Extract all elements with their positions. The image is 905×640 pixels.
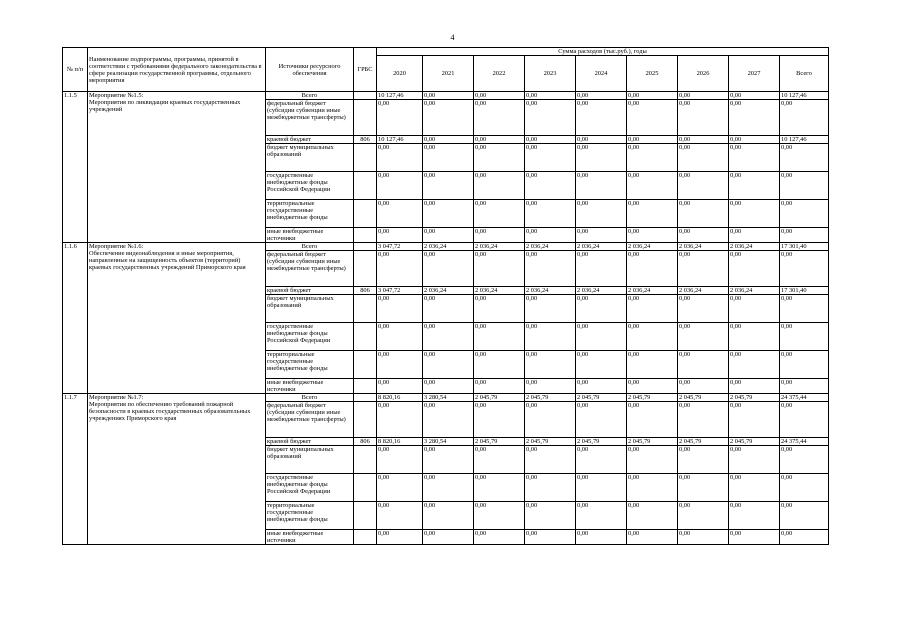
amount-cell: 3 280,54 <box>423 394 474 402</box>
amount-cell: 0,00 <box>780 295 829 323</box>
amount-cell: 0,00 <box>678 323 729 351</box>
header-row-top <box>63 48 829 56</box>
amount-cell: 0,00 <box>678 100 729 136</box>
header-year: 2022 <box>474 56 525 92</box>
amount-cell: 17 301,40 <box>780 243 829 251</box>
amount-cell: 0,00 <box>474 474 525 502</box>
amount-cell: 2 045,79 <box>627 394 678 402</box>
amount-cell: 0,00 <box>525 92 576 100</box>
amount-cell: 0,00 <box>627 228 678 243</box>
measure-text: Обеспечение видеонаблюдения и иные мероприятия, направленные на защищенность объектов (территорий) краевых государственных учреждений Приморского края <box>89 250 246 271</box>
amount-cell: 0,00 <box>474 402 525 438</box>
amount-cell: 0,00 <box>780 379 829 394</box>
amount-cell: 0,00 <box>423 295 474 323</box>
amount-cell: 2 045,79 <box>525 438 576 446</box>
amount-cell: 0,00 <box>474 172 525 200</box>
amount-cell: 0,00 <box>678 502 729 530</box>
amount-cell: 0,00 <box>627 295 678 323</box>
amount-cell: 0,00 <box>780 228 829 243</box>
amount-cell: 2 045,79 <box>576 394 627 402</box>
amount-cell: 0,00 <box>678 172 729 200</box>
amount-cell: 0,00 <box>423 228 474 243</box>
amount-cell: 0,00 <box>729 172 780 200</box>
amount-cell: 3 047,72 <box>377 243 423 251</box>
amount-cell: 2 045,79 <box>729 394 780 402</box>
amount-cell: 0,00 <box>780 172 829 200</box>
amount-cell: 0,00 <box>627 251 678 287</box>
grbs-code <box>354 446 377 474</box>
amount-cell: 0,00 <box>729 351 780 379</box>
amount-cell: 0,00 <box>729 323 780 351</box>
funding-source: государственные внебюджетные фонды Российской Федерации <box>266 323 354 351</box>
amount-cell: 0,00 <box>377 351 423 379</box>
amount-cell: 0,00 <box>729 530 780 545</box>
funding-source: территориальные государственные внебюджетные фонды <box>266 502 354 530</box>
header-sum-title: Сумма расходов (тыс.руб.), годы <box>377 48 829 56</box>
header-year: Всего <box>780 56 829 92</box>
amount-cell: 0,00 <box>576 474 627 502</box>
amount-cell: 0,00 <box>525 172 576 200</box>
header-grbs: ГРБС <box>354 48 377 92</box>
amount-cell: 0,00 <box>576 402 627 438</box>
amount-cell: 0,00 <box>729 92 780 100</box>
header-year: 2025 <box>627 56 678 92</box>
amount-cell: 0,00 <box>780 351 829 379</box>
amount-cell: 3 280,54 <box>423 438 474 446</box>
amount-cell: 0,00 <box>377 295 423 323</box>
amount-cell: 0,00 <box>678 295 729 323</box>
amount-cell: 0,00 <box>627 474 678 502</box>
amount-cell: 8 820,16 <box>377 394 423 402</box>
header-year: 2020 <box>377 56 423 92</box>
grbs-code <box>354 144 377 172</box>
funding-source: краевой бюджет <box>266 287 354 295</box>
amount-cell: 10 127,46 <box>780 136 829 144</box>
amount-cell: 0,00 <box>627 323 678 351</box>
amount-cell: 0,00 <box>423 172 474 200</box>
amount-cell: 2 045,79 <box>474 438 525 446</box>
measure-number: 1.1.6 <box>63 243 88 394</box>
amount-cell: 0,00 <box>780 100 829 136</box>
amount-cell: 10 127,46 <box>377 92 423 100</box>
amount-cell: 0,00 <box>627 172 678 200</box>
amount-cell: 24 375,44 <box>780 438 829 446</box>
amount-cell: 0,00 <box>474 144 525 172</box>
grbs-code <box>354 394 377 402</box>
amount-cell: 0,00 <box>377 402 423 438</box>
funding-source: федеральный бюджет (субсидии субвенции иные межбюджетные трансферты) <box>266 251 354 287</box>
amount-cell: 0,00 <box>678 144 729 172</box>
amount-cell: 0,00 <box>729 474 780 502</box>
amount-cell: 0,00 <box>780 502 829 530</box>
amount-cell: 0,00 <box>678 402 729 438</box>
amount-cell: 0,00 <box>780 402 829 438</box>
amount-cell: 0,00 <box>576 351 627 379</box>
amount-cell: 0,00 <box>474 136 525 144</box>
measure-title: Мероприятие №1.5: <box>89 92 144 99</box>
grbs-code <box>354 474 377 502</box>
amount-cell: 0,00 <box>423 474 474 502</box>
grbs-code <box>354 228 377 243</box>
measure-description <box>88 92 266 243</box>
grbs-code: 806 <box>354 438 377 446</box>
amount-cell: 0,00 <box>678 474 729 502</box>
funding-source: Всего <box>266 92 354 100</box>
amount-cell: 0,00 <box>474 92 525 100</box>
funding-source: краевой бюджет <box>266 438 354 446</box>
amount-cell: 10 127,46 <box>780 92 829 100</box>
amount-cell: 0,00 <box>377 200 423 228</box>
table-row <box>63 92 829 100</box>
amount-cell: 0,00 <box>474 502 525 530</box>
amount-cell: 0,00 <box>576 144 627 172</box>
amount-cell: 0,00 <box>678 446 729 474</box>
measure-title: Мероприятие №1.6: <box>89 243 144 250</box>
amount-cell: 0,00 <box>576 323 627 351</box>
amount-cell: 3 047,72 <box>377 287 423 295</box>
amount-cell: 0,00 <box>576 200 627 228</box>
amount-cell: 2 036,24 <box>678 287 729 295</box>
amount-cell: 0,00 <box>627 379 678 394</box>
amount-cell: 0,00 <box>525 144 576 172</box>
amount-cell: 2 036,24 <box>525 287 576 295</box>
amount-cell: 0,00 <box>525 351 576 379</box>
amount-cell: 0,00 <box>729 446 780 474</box>
funding-source: бюджет муниципальных образований <box>266 295 354 323</box>
amount-cell: 0,00 <box>377 530 423 545</box>
amount-cell: 0,00 <box>474 200 525 228</box>
amount-cell: 0,00 <box>780 200 829 228</box>
amount-cell: 2 045,79 <box>678 438 729 446</box>
amount-cell: 0,00 <box>729 251 780 287</box>
amount-cell: 8 820,16 <box>377 438 423 446</box>
amount-cell: 0,00 <box>678 379 729 394</box>
amount-cell: 2 036,24 <box>729 287 780 295</box>
amount-cell: 0,00 <box>525 251 576 287</box>
amount-cell: 0,00 <box>525 474 576 502</box>
amount-cell: 0,00 <box>576 502 627 530</box>
funding-source: Всего <box>266 243 354 251</box>
grbs-code <box>354 92 377 100</box>
amount-cell: 0,00 <box>474 446 525 474</box>
measure-number: 1.1.7 <box>63 394 88 545</box>
funding-source: территориальные государственные внебюджетные фонды <box>266 351 354 379</box>
amount-cell: 0,00 <box>474 295 525 323</box>
amount-cell: 0,00 <box>780 251 829 287</box>
amount-cell: 0,00 <box>525 502 576 530</box>
header-year: 2026 <box>678 56 729 92</box>
amount-cell: 0,00 <box>474 379 525 394</box>
amount-cell: 0,00 <box>729 136 780 144</box>
amount-cell: 0,00 <box>780 144 829 172</box>
grbs-code: 806 <box>354 136 377 144</box>
amount-cell: 0,00 <box>627 144 678 172</box>
amount-cell: 2 045,79 <box>576 438 627 446</box>
amount-cell: 0,00 <box>627 100 678 136</box>
grbs-code <box>354 100 377 136</box>
amount-cell: 2 036,24 <box>729 243 780 251</box>
amount-cell: 0,00 <box>729 502 780 530</box>
amount-cell: 0,00 <box>525 136 576 144</box>
amount-cell: 0,00 <box>729 144 780 172</box>
amount-cell: 0,00 <box>678 251 729 287</box>
measure-number: 1.1.5 <box>63 92 88 243</box>
measure-text: Мероприятия по ликвидации краевых государственных учреждений <box>89 99 241 113</box>
funding-source: федеральный бюджет (субсидии субвенции иные межбюджетные трансферты) <box>266 402 354 438</box>
funding-source: федеральный бюджет (субсидии субвенции иные межбюджетные трансферты) <box>266 100 354 136</box>
amount-cell: 0,00 <box>525 100 576 136</box>
grbs-code <box>354 530 377 545</box>
amount-cell: 2 045,79 <box>678 394 729 402</box>
header-name: Наименование подпрограммы, программы, принятой в соответствии с требованиями федерального законодательства в сфере реализации государственной программы, отдельного мероприятия <box>88 48 266 92</box>
amount-cell: 0,00 <box>377 502 423 530</box>
amount-cell: 0,00 <box>627 200 678 228</box>
amount-cell: 24 375,44 <box>780 394 829 402</box>
amount-cell: 0,00 <box>474 251 525 287</box>
amount-cell: 0,00 <box>423 92 474 100</box>
amount-cell: 0,00 <box>729 200 780 228</box>
amount-cell: 0,00 <box>474 351 525 379</box>
amount-cell: 0,00 <box>576 92 627 100</box>
amount-cell: 0,00 <box>474 323 525 351</box>
amount-cell: 0,00 <box>576 251 627 287</box>
grbs-code <box>354 295 377 323</box>
grbs-code <box>354 379 377 394</box>
amount-cell: 0,00 <box>780 323 829 351</box>
amount-cell: 0,00 <box>576 530 627 545</box>
grbs-code <box>354 502 377 530</box>
amount-cell: 0,00 <box>678 92 729 100</box>
grbs-code <box>354 243 377 251</box>
funding-source: иные внебюджетные источники <box>266 379 354 394</box>
amount-cell: 0,00 <box>576 295 627 323</box>
amount-cell: 0,00 <box>525 402 576 438</box>
measure-description <box>88 394 266 545</box>
amount-cell: 0,00 <box>423 144 474 172</box>
amount-cell: 2 045,79 <box>474 394 525 402</box>
amount-cell: 10 127,46 <box>377 136 423 144</box>
funding-source: краевой бюджет <box>266 136 354 144</box>
funding-source: иные внебюджетные источники <box>266 530 354 545</box>
amount-cell: 0,00 <box>627 136 678 144</box>
funding-source: территориальные государственные внебюджетные фонды <box>266 200 354 228</box>
funding-source: бюджет муниципальных образований <box>266 144 354 172</box>
amount-cell: 0,00 <box>525 295 576 323</box>
amount-cell: 0,00 <box>627 402 678 438</box>
grbs-code <box>354 251 377 287</box>
amount-cell: 2 045,79 <box>525 394 576 402</box>
amount-cell: 0,00 <box>423 200 474 228</box>
amount-cell: 2 045,79 <box>729 438 780 446</box>
funding-source: бюджет муниципальных образований <box>266 446 354 474</box>
grbs-code <box>354 323 377 351</box>
amount-cell: 0,00 <box>525 228 576 243</box>
amount-cell: 0,00 <box>525 446 576 474</box>
grbs-code <box>354 172 377 200</box>
funding-source: государственные внебюджетные фонды Российской Федерации <box>266 172 354 200</box>
grbs-code: 806 <box>354 287 377 295</box>
amount-cell: 0,00 <box>377 251 423 287</box>
amount-cell: 2 036,24 <box>576 287 627 295</box>
amount-cell: 0,00 <box>678 351 729 379</box>
amount-cell: 2 045,79 <box>627 438 678 446</box>
amount-cell: 0,00 <box>780 446 829 474</box>
amount-cell: 2 036,24 <box>423 243 474 251</box>
amount-cell: 0,00 <box>377 172 423 200</box>
amount-cell: 0,00 <box>423 402 474 438</box>
page-number: 4 <box>450 33 455 42</box>
amount-cell: 2 036,24 <box>474 287 525 295</box>
amount-cell: 0,00 <box>576 446 627 474</box>
amount-cell: 0,00 <box>423 530 474 545</box>
amount-cell: 0,00 <box>627 502 678 530</box>
amount-cell: 0,00 <box>678 530 729 545</box>
amount-cell: 0,00 <box>729 402 780 438</box>
amount-cell: 0,00 <box>423 351 474 379</box>
table-body <box>63 92 829 545</box>
amount-cell: 0,00 <box>377 446 423 474</box>
amount-cell: 0,00 <box>377 379 423 394</box>
amount-cell: 0,00 <box>474 100 525 136</box>
amount-cell: 0,00 <box>423 251 474 287</box>
grbs-code <box>354 351 377 379</box>
amount-cell: 0,00 <box>423 446 474 474</box>
header-year: 2024 <box>576 56 627 92</box>
grbs-code <box>354 402 377 438</box>
amount-cell: 0,00 <box>576 100 627 136</box>
amount-cell: 0,00 <box>474 228 525 243</box>
amount-cell: 2 036,24 <box>576 243 627 251</box>
amount-cell: 2 036,24 <box>627 243 678 251</box>
amount-cell: 0,00 <box>423 100 474 136</box>
amount-cell: 0,00 <box>678 136 729 144</box>
funding-source: Всего <box>266 394 354 402</box>
amount-cell: 2 036,24 <box>678 243 729 251</box>
measure-text: Мероприятия по обеспечению требований пожарной безопасности в краевых государственных образовательных учреждениях Приморского края <box>89 401 251 422</box>
amount-cell: 0,00 <box>729 379 780 394</box>
amount-cell: 0,00 <box>627 530 678 545</box>
amount-cell: 0,00 <box>377 474 423 502</box>
amount-cell: 2 036,24 <box>627 287 678 295</box>
amount-cell: 0,00 <box>377 323 423 351</box>
header-year: 2027 <box>729 56 780 92</box>
measure-description <box>88 243 266 394</box>
amount-cell: 0,00 <box>377 100 423 136</box>
amount-cell: 2 036,24 <box>525 243 576 251</box>
amount-cell: 0,00 <box>729 295 780 323</box>
amount-cell: 0,00 <box>678 200 729 228</box>
amount-cell: 0,00 <box>525 530 576 545</box>
table-row <box>63 243 829 251</box>
amount-cell: 0,00 <box>729 100 780 136</box>
amount-cell: 0,00 <box>423 379 474 394</box>
amount-cell: 0,00 <box>377 144 423 172</box>
amount-cell: 0,00 <box>576 172 627 200</box>
amount-cell: 2 036,24 <box>474 243 525 251</box>
amount-cell: 0,00 <box>525 323 576 351</box>
header-year: 2021 <box>423 56 474 92</box>
amount-cell: 0,00 <box>525 200 576 228</box>
measure-title: Мероприятие №1.7: <box>89 394 144 401</box>
amount-cell: 0,00 <box>377 228 423 243</box>
amount-cell: 0,00 <box>729 228 780 243</box>
funding-source: государственные внебюджетные фонды Российской Федерации <box>266 474 354 502</box>
amount-cell: 0,00 <box>678 228 729 243</box>
amount-cell: 0,00 <box>627 351 678 379</box>
amount-cell: 0,00 <box>576 379 627 394</box>
amount-cell: 2 036,24 <box>423 287 474 295</box>
funding-source: иные внебюджетные источники <box>266 228 354 243</box>
amount-cell: 0,00 <box>423 136 474 144</box>
amount-cell: 0,00 <box>780 530 829 545</box>
amount-cell: 0,00 <box>627 92 678 100</box>
amount-cell: 0,00 <box>474 530 525 545</box>
amount-cell: 17 301,40 <box>780 287 829 295</box>
table-row <box>63 394 829 402</box>
header-year: 2023 <box>525 56 576 92</box>
amount-cell: 0,00 <box>576 136 627 144</box>
amount-cell: 0,00 <box>423 502 474 530</box>
expenses-table <box>62 47 829 545</box>
header-sources: Источники ресурсного обеспечения <box>266 48 354 92</box>
amount-cell: 0,00 <box>576 228 627 243</box>
amount-cell: 0,00 <box>525 379 576 394</box>
grbs-code <box>354 200 377 228</box>
amount-cell: 0,00 <box>780 474 829 502</box>
amount-cell: 0,00 <box>627 446 678 474</box>
amount-cell: 0,00 <box>423 323 474 351</box>
header-num: № п/п <box>63 48 88 92</box>
